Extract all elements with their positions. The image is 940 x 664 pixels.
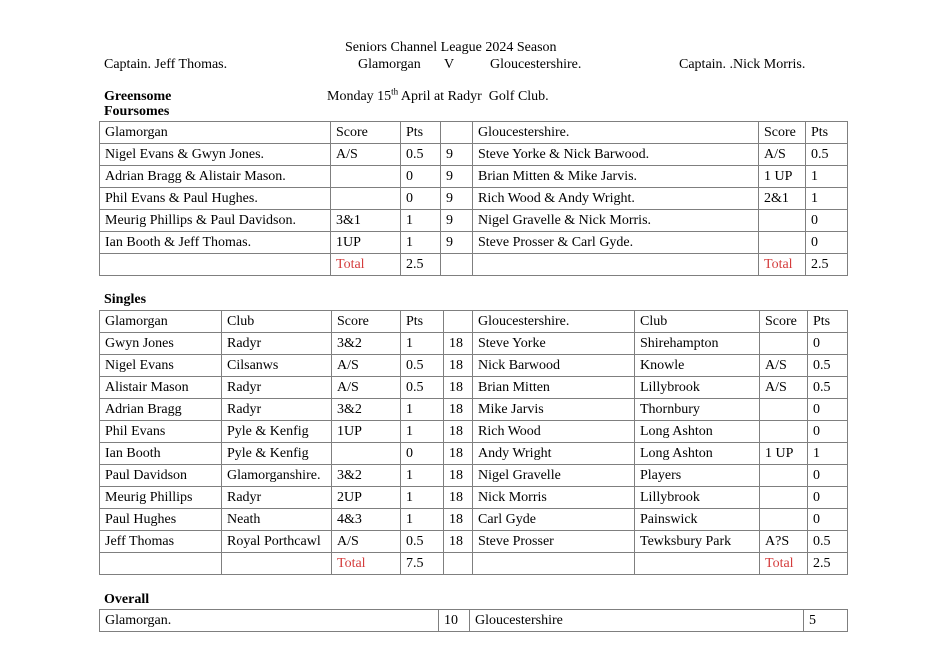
table-cell: 0 [401,443,444,465]
table-cell: 18 [444,421,473,443]
table-cell: Neath [222,509,332,531]
table-row [100,144,848,166]
table-cell: A/S [760,377,808,399]
table-cell: 18 [444,377,473,399]
table-total-row [100,254,848,276]
table-cell: 10 [439,610,470,632]
table-cell: Pyle & Kenfig [222,421,332,443]
table-cell [331,188,401,210]
table-cell: 0 [808,487,848,509]
table-row [100,333,848,355]
table-cell: Steve Yorke & Nick Barwood. [473,144,759,166]
table-row [100,232,848,254]
table-cell: 18 [444,509,473,531]
table-cell: 1 [401,421,444,443]
table-cell: Rich Wood [473,421,635,443]
table-cell: Knowle [635,355,760,377]
column-header-cell [441,122,473,144]
table-cell: Adrian Bragg [100,399,222,421]
table-cell: 1 [401,333,444,355]
table-cell: 0 [808,333,848,355]
table-cell: Nigel Evans & Gwyn Jones. [100,144,331,166]
table-cell: Meurig Phillips & Paul Davidson. [100,210,331,232]
table-row [100,531,848,553]
table-cell: Painswick [635,509,760,531]
table-cell: 0.5 [806,144,848,166]
total-label-cell: Total [332,553,401,575]
table-cell: 4&3 [332,509,401,531]
table-cell: 2UP [332,487,401,509]
table-cell: 1 [401,509,444,531]
table-cell: Ian Booth & Jeff Thomas. [100,232,331,254]
total-value-cell: 2.5 [806,254,848,276]
table-cell: Cilsanws [222,355,332,377]
table-cell: Gwyn Jones [100,333,222,355]
total-value-cell [635,553,760,575]
total-value-cell [444,553,473,575]
table-row [100,188,848,210]
column-header-cell: Pts [401,122,441,144]
table-cell: Pyle & Kenfig [222,443,332,465]
table-cell: 0 [808,465,848,487]
table-cell: A/S [331,144,401,166]
table-cell: 18 [444,355,473,377]
table-cell: 0 [806,232,848,254]
table-cell: 2&1 [759,188,806,210]
table-cell: Nick Barwood [473,355,635,377]
table-cell: 0.5 [401,355,444,377]
table-cell: 1 [401,232,441,254]
table-row [100,210,848,232]
match-date-line [327,86,549,105]
table-cell: Ian Booth [100,443,222,465]
table-row [100,443,848,465]
table-cell: Jeff Thomas [100,531,222,553]
table-cell: Meurig Phillips [100,487,222,509]
table-cell: Phil Evans [100,421,222,443]
table-cell: 18 [444,333,473,355]
table-cell: 3&1 [331,210,401,232]
table-cell: Glamorganshire. [222,465,332,487]
table-cell: Lillybrook [635,377,760,399]
section-label-foursomes: Foursomes [104,104,170,119]
table-cell: A/S [759,144,806,166]
table-cell: Radyr [222,399,332,421]
total-value-cell [441,254,473,276]
date-suffix: April at Radyr Golf Club. [398,89,549,104]
table-cell: Paul Hughes [100,509,222,531]
table-cell: Rich Wood & Andy Wright. [473,188,759,210]
table-cell: Radyr [222,487,332,509]
table-cell: 0.5 [808,355,848,377]
table-cell: 0 [806,210,848,232]
total-label-cell: Total [760,553,808,575]
foursomes-table [99,121,848,276]
table-cell [760,421,808,443]
match-home-team: Glamorgan [358,57,421,72]
table-cell: 5 [804,610,848,632]
column-header-cell: Score [760,311,808,333]
table-cell: 9 [441,210,473,232]
table-cell: A/S [760,355,808,377]
total-value-cell: 2.5 [808,553,848,575]
column-header-cell [444,311,473,333]
total-value-cell [222,553,332,575]
table-row [100,355,848,377]
date-prefix: Monday 15 [327,89,392,104]
table-cell: 9 [441,166,473,188]
table-cell: A?S [760,531,808,553]
table-cell: A/S [332,377,401,399]
table-cell: Long Ashton [635,421,760,443]
table-cell: 18 [444,443,473,465]
table-row [100,610,848,632]
column-header-cell: Score [331,122,401,144]
table-cell: 1UP [331,232,401,254]
table-cell: 0 [808,421,848,443]
column-header-cell: Score [332,311,401,333]
table-cell: 0 [401,166,441,188]
table-cell: 9 [441,144,473,166]
column-header-cell: Pts [808,311,848,333]
captain-left-text: Captain. Jeff Thomas. [104,57,228,72]
column-header-cell: Glamorgan [100,122,331,144]
captain-right-text: Captain. .Nick Morris. [679,57,806,72]
section-label-greensome: Greensome [104,89,172,104]
table-row [100,465,848,487]
table-cell: Long Ashton [635,443,760,465]
section-label-singles: Singles [104,292,147,307]
table-cell: Brian Mitten & Mike Jarvis. [473,166,759,188]
overall-table [99,609,848,632]
column-header-cell: Glamorgan [100,311,222,333]
table-cell: Shirehampton [635,333,760,355]
table-total-row [100,553,848,575]
table-cell [760,333,808,355]
singles-table [99,310,848,575]
table-cell: 0.5 [401,531,444,553]
table-cell: 1 [401,210,441,232]
table-cell: 9 [441,232,473,254]
table-cell: Nigel Gravelle & Nick Morris. [473,210,759,232]
table-row [100,509,848,531]
table-cell: 0 [808,509,848,531]
match-away-team: Gloucestershire. [490,57,582,72]
table-cell: A/S [332,355,401,377]
total-value-cell [473,553,635,575]
table-cell: Lillybrook [635,487,760,509]
total-value-cell: 7.5 [401,553,444,575]
table-cell: 3&2 [332,333,401,355]
table-row [100,421,848,443]
table-cell: Thornbury [635,399,760,421]
table-cell: 1 [401,465,444,487]
table-cell [760,465,808,487]
table-cell: Steve Yorke [473,333,635,355]
table-cell: 9 [441,188,473,210]
table-cell: 1 UP [759,166,806,188]
column-header-cell: Club [222,311,332,333]
table-cell: Phil Evans & Paul Hughes. [100,188,331,210]
table-cell: Nigel Gravelle [473,465,635,487]
table-cell: 1 [806,166,848,188]
table-cell [759,210,806,232]
table-row [100,399,848,421]
table-cell: Alistair Mason [100,377,222,399]
table-cell: 3&2 [332,465,401,487]
table-cell: Brian Mitten [473,377,635,399]
table-cell: Glamorgan. [100,610,439,632]
table-cell: Players [635,465,760,487]
table-cell: 3&2 [332,399,401,421]
total-value-cell: 2.5 [401,254,441,276]
table-cell: 1 [401,399,444,421]
table-cell [760,399,808,421]
table-cell: 1 [806,188,848,210]
column-header-cell: Pts [806,122,848,144]
table-cell: Andy Wright [473,443,635,465]
table-cell: Gloucestershire [470,610,804,632]
column-header-cell: Pts [401,311,444,333]
table-cell: 0.5 [808,377,848,399]
table-cell: 0.5 [808,531,848,553]
table-row [100,377,848,399]
table-cell: A/S [332,531,401,553]
table-cell [332,443,401,465]
table-cell: 18 [444,399,473,421]
column-header-cell: Gloucestershire. [473,122,759,144]
table-cell: 0 [808,399,848,421]
date-ordinal-superscript: th [391,86,399,97]
table-cell: 18 [444,531,473,553]
total-value-cell [473,254,759,276]
total-label-cell: Total [759,254,806,276]
table-cell: Adrian Bragg & Alistair Mason. [100,166,331,188]
table-cell: Paul Davidson [100,465,222,487]
table-cell: Carl Gyde [473,509,635,531]
table-cell: 1UP [332,421,401,443]
section-label-overall: Overall [104,592,150,607]
match-vs-label: V [444,57,455,72]
table-cell [759,232,806,254]
table-cell: 0.5 [401,377,444,399]
total-value-cell [100,254,331,276]
table-header-row [100,311,848,333]
column-header-cell: Gloucestershire. [473,311,635,333]
table-cell: 18 [444,465,473,487]
table-cell [331,166,401,188]
table-cell: 0.5 [401,144,441,166]
table-cell [760,487,808,509]
table-cell: 18 [444,487,473,509]
total-value-cell [100,553,222,575]
table-cell [760,509,808,531]
table-cell: Mike Jarvis [473,399,635,421]
table-cell: Tewksbury Park [635,531,760,553]
table-cell: 0 [401,188,441,210]
table-cell: Nick Morris [473,487,635,509]
table-header-row [100,122,848,144]
page-title: Seniors Channel League 2024 Season [345,40,557,55]
table-cell: 1 UP [760,443,808,465]
table-row [100,166,848,188]
total-label-cell: Total [331,254,401,276]
column-header-cell: Score [759,122,806,144]
table-cell: Steve Prosser [473,531,635,553]
table-cell: 1 [401,487,444,509]
table-cell: 1 [808,443,848,465]
table-cell: Nigel Evans [100,355,222,377]
table-cell: Royal Porthcawl [222,531,332,553]
column-header-cell: Club [635,311,760,333]
table-cell: Radyr [222,377,332,399]
table-cell: Radyr [222,333,332,355]
table-row [100,487,848,509]
table-cell: Steve Prosser & Carl Gyde. [473,232,759,254]
